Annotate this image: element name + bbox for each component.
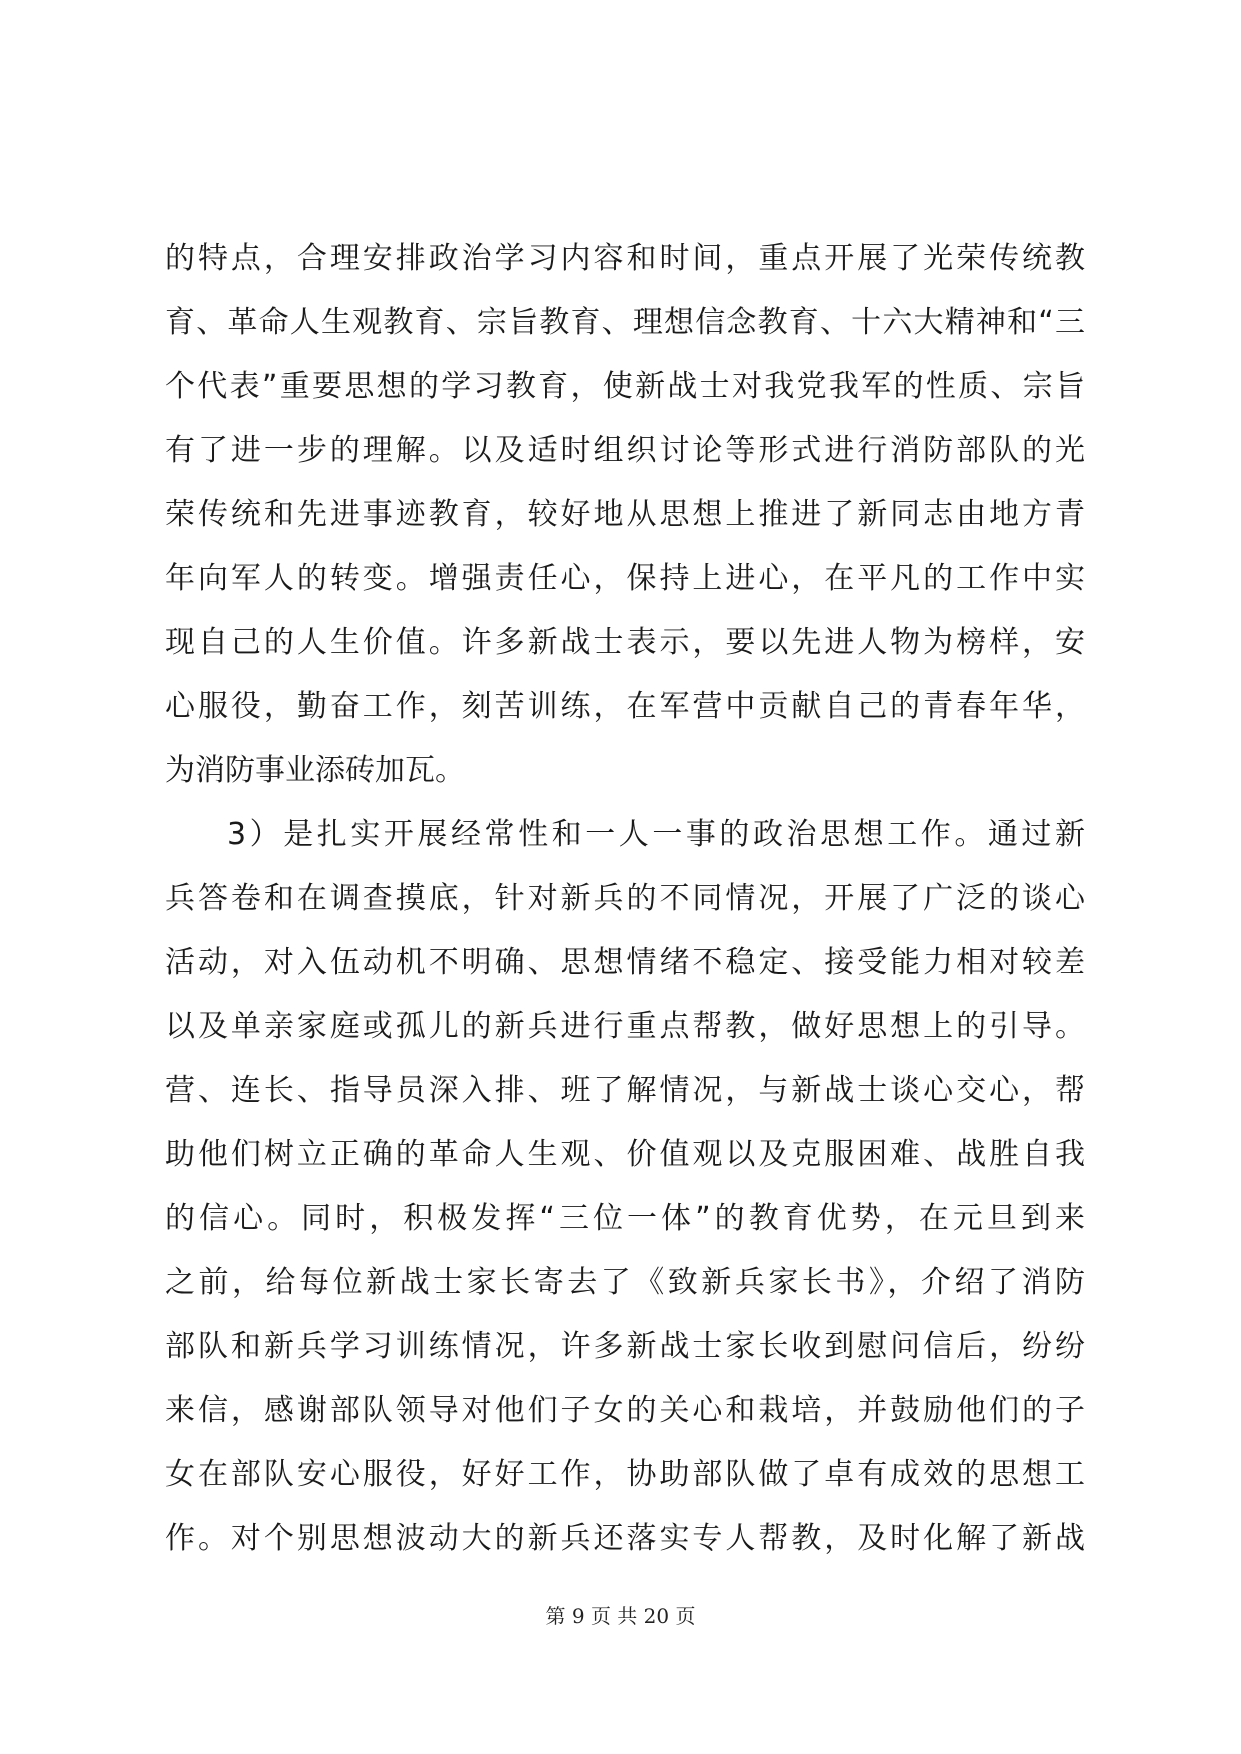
text-line: 以及单亲家庭或孤儿的新兵进行重点帮教，做好思想上的引导。 bbox=[165, 1009, 1085, 1044]
text-line: 心服役，勤奋工作，刻苦训练，在军营中贡献自己的青春年华， bbox=[165, 689, 1085, 724]
text-line: 营、连长、指导员深入排、班了解情况，与新战士谈心交心，帮 bbox=[165, 1073, 1085, 1108]
text-line: 来信，感谢部队领导对他们子女的关心和栽培，并鼓励他们的子 bbox=[165, 1393, 1085, 1428]
text-line: 助他们树立正确的革命人生观、价值观以及克服困难、战胜自我 bbox=[165, 1137, 1085, 1172]
text-line: 兵答卷和在调查摸底，针对新兵的不同情况，开展了广泛的谈心 bbox=[165, 881, 1085, 916]
text-line: 作。对个别思想波动大的新兵还落实专人帮教，及时化解了新战 bbox=[165, 1521, 1085, 1556]
paragraph-end-line: 为消防事业添砖加瓦。 bbox=[165, 753, 465, 788]
text-line: 之前，给每位新战士家长寄去了《致新兵家长书》，介绍了消防 bbox=[165, 1265, 1085, 1300]
text-line: 个代表”重要思想的学习教育，使新战士对我党我军的性质、宗旨 bbox=[165, 369, 1085, 404]
page-number-footer: 第 9 页 共 20 页 bbox=[545, 1604, 696, 1628]
text-line: 有了进一步的理解。以及适时组织讨论等形式进行消防部队的光 bbox=[165, 433, 1085, 468]
text-line: 活动，对入伍动机不明确、思想情绪不稳定、接受能力相对较差 bbox=[165, 945, 1085, 980]
text-line: 女在部队安心服役，好好工作，协助部队做了卓有成效的思想工 bbox=[165, 1457, 1085, 1492]
document-body bbox=[165, 227, 1085, 1571]
text-line: 的信心。同时，积极发挥“三位一体”的教育优势，在元旦到来 bbox=[165, 1201, 1085, 1236]
text-line: 荣传统和先进事迹教育，较好地从思想上推进了新同志由地方青 bbox=[165, 497, 1085, 532]
paragraph-start-line: 3）是扎实开展经常性和一人一事的政治思想工作。通过新 bbox=[227, 817, 1085, 852]
text-line: 年向军人的转变。增强责任心，保持上进心，在平凡的工作中实 bbox=[165, 561, 1085, 596]
text-line: 育、革命人生观教育、宗旨教育、理想信念教育、十六大精神和“三 bbox=[165, 305, 1085, 340]
text-line: 部队和新兵学习训练情况，许多新战士家长收到慰问信后，纷纷 bbox=[165, 1329, 1085, 1364]
text-line: 的特点，合理安排政治学习内容和时间，重点开展了光荣传统教 bbox=[165, 241, 1085, 276]
text-line: 现自己的人生价值。许多新战士表示，要以先进人物为榜样，安 bbox=[165, 625, 1085, 660]
